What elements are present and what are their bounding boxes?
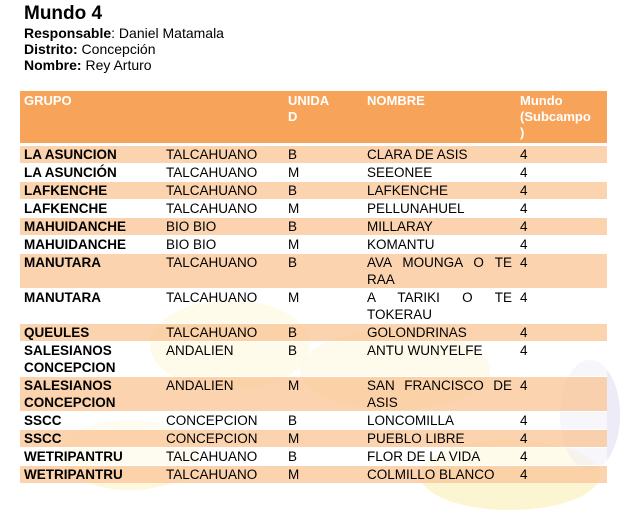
table-row	[20, 342, 607, 377]
unidad-cell: M	[284, 377, 363, 412]
mundo-cell: 4	[516, 145, 607, 164]
table-row	[20, 430, 607, 448]
distrito-cell: ANDALIEN	[162, 377, 284, 412]
table-row	[20, 254, 607, 289]
distrito-cell: TALCAHUANO	[162, 164, 284, 182]
responsable-line	[24, 25, 224, 41]
mundo-cell: 4	[516, 448, 607, 466]
mundo-cell: 4	[516, 324, 607, 342]
grupo-cell: LA ASUNCION	[20, 145, 162, 164]
nombre-cell: SAN FRANCISCO DE ASIS	[363, 377, 516, 412]
document-title: Mundo 4	[24, 3, 103, 24]
distrito-cell: TALCAHUANO	[162, 254, 284, 289]
grupo-cell: MANUTARA	[20, 289, 162, 324]
unidad-cell: M	[284, 236, 363, 254]
nombre-cell: CLARA DE ASIS	[363, 145, 516, 164]
distrito-label: Distrito:	[24, 41, 78, 57]
unidad-cell: B	[284, 218, 363, 236]
nombre-cell: LAFKENCHE	[363, 182, 516, 200]
table-row	[20, 145, 607, 164]
unidad-cell: B	[284, 412, 363, 430]
grupo-cell: LA ASUNCIÓN	[20, 164, 162, 182]
nombre-cell: LONCOMILLA	[363, 412, 516, 430]
table-row	[20, 164, 607, 182]
nombre-cell: GOLONDRINAS	[363, 324, 516, 342]
grupo-cell: MAHUIDANCHE	[20, 218, 162, 236]
grupo-cell: LAFKENCHE	[20, 182, 162, 200]
mundo-cell: 4	[516, 342, 607, 377]
distrito-cell: BIO BIO	[162, 218, 284, 236]
mundo-cell: 4	[516, 182, 607, 200]
mundo-cell: 4	[516, 377, 607, 412]
distrito-cell: TALCAHUANO	[162, 448, 284, 466]
unidad-cell: M	[284, 289, 363, 324]
grupo-cell: MANUTARA	[20, 254, 162, 289]
grupo-cell: WETRIPANTRU	[20, 448, 162, 466]
nombre-cell: AVA MOUNGA O TE RAA	[363, 254, 516, 289]
table-row	[20, 377, 607, 412]
distrito-cell: CONCEPCION	[162, 430, 284, 448]
unidad-cell: M	[284, 430, 363, 448]
mundo-cell: 4	[516, 200, 607, 218]
distrito-cell: TALCAHUANO	[162, 200, 284, 218]
table-row	[20, 200, 607, 218]
grupo-cell: SALESIANOS CONCEPCION	[20, 342, 162, 377]
nombre-value: Rey Arturo	[81, 57, 152, 73]
document-header	[24, 3, 224, 73]
nombre-cell: KOMANTU	[363, 236, 516, 254]
mundo-cell: 4	[516, 466, 607, 484]
column-header-grupo: GRUPO	[20, 91, 162, 145]
mundo-cell: 4	[516, 236, 607, 254]
unidad-cell: B	[284, 448, 363, 466]
nombre-cell: A TARIKI O TE TOKERAU	[363, 289, 516, 324]
mundo-cell: 4	[516, 412, 607, 430]
unidad-cell: B	[284, 342, 363, 377]
nombre-label: Nombre:	[24, 57, 82, 73]
nombre-cell: SEEONEE	[363, 164, 516, 182]
mundo-cell: 4	[516, 289, 607, 324]
table-row	[20, 448, 607, 466]
unidad-cell: M	[284, 466, 363, 484]
grupo-cell: QUEULES	[20, 324, 162, 342]
distrito-cell: CONCEPCION	[162, 412, 284, 430]
table-row	[20, 218, 607, 236]
unidad-cell: B	[284, 145, 363, 164]
grupo-cell: WETRIPANTRU	[20, 466, 162, 484]
responsable-label: Responsable	[24, 25, 112, 41]
table-row	[20, 236, 607, 254]
grupo-cell: SSCC	[20, 412, 162, 430]
groups-table	[20, 91, 607, 483]
mundo-cell: 4	[516, 218, 607, 236]
table-row	[20, 289, 607, 324]
responsable-value: : Daniel Matamala	[111, 25, 224, 41]
distrito-cell: TALCAHUANO	[162, 182, 284, 200]
nombre-line	[24, 57, 224, 73]
distrito-cell: ANDALIEN	[162, 342, 284, 377]
column-header-nombre: NOMBRE	[363, 91, 516, 145]
nombre-cell: COLMILLO BLANCO	[363, 466, 516, 484]
distrito-cell: TALCAHUANO	[162, 289, 284, 324]
nombre-cell: MILLARAY	[363, 218, 516, 236]
nombre-cell: PUEBLO LIBRE	[363, 430, 516, 448]
table-row	[20, 324, 607, 342]
table-header-row	[20, 91, 607, 145]
unidad-cell: B	[284, 324, 363, 342]
grupo-cell: SSCC	[20, 430, 162, 448]
unidad-cell: B	[284, 182, 363, 200]
mundo-cell: 4	[516, 430, 607, 448]
table-row	[20, 182, 607, 200]
column-header-distrito	[162, 91, 284, 145]
unidad-cell: M	[284, 164, 363, 182]
distrito-cell: TALCAHUANO	[162, 324, 284, 342]
distrito-line	[24, 41, 224, 57]
grupo-cell: MAHUIDANCHE	[20, 236, 162, 254]
table-body	[20, 145, 607, 484]
nombre-cell: ANTU WUNYELFE	[363, 342, 516, 377]
mundo-cell: 4	[516, 164, 607, 182]
grupo-cell: LAFKENCHE	[20, 200, 162, 218]
column-header-unidad: UNIDA D	[284, 91, 363, 145]
mundo-cell: 4	[516, 254, 607, 289]
column-header-mundo: Mundo (Subcampo )	[516, 91, 607, 145]
nombre-cell: FLOR DE LA VIDA	[363, 448, 516, 466]
grupo-cell: SALESIANOS CONCEPCION	[20, 377, 162, 412]
table-row	[20, 466, 607, 484]
unidad-cell: B	[284, 254, 363, 289]
distrito-cell: BIO BIO	[162, 236, 284, 254]
unidad-cell: M	[284, 200, 363, 218]
distrito-value: Concepción	[77, 41, 156, 57]
distrito-cell: TALCAHUANO	[162, 466, 284, 484]
distrito-cell: TALCAHUANO	[162, 145, 284, 164]
table-row	[20, 412, 607, 430]
nombre-cell: PELLUNAHUEL	[363, 200, 516, 218]
